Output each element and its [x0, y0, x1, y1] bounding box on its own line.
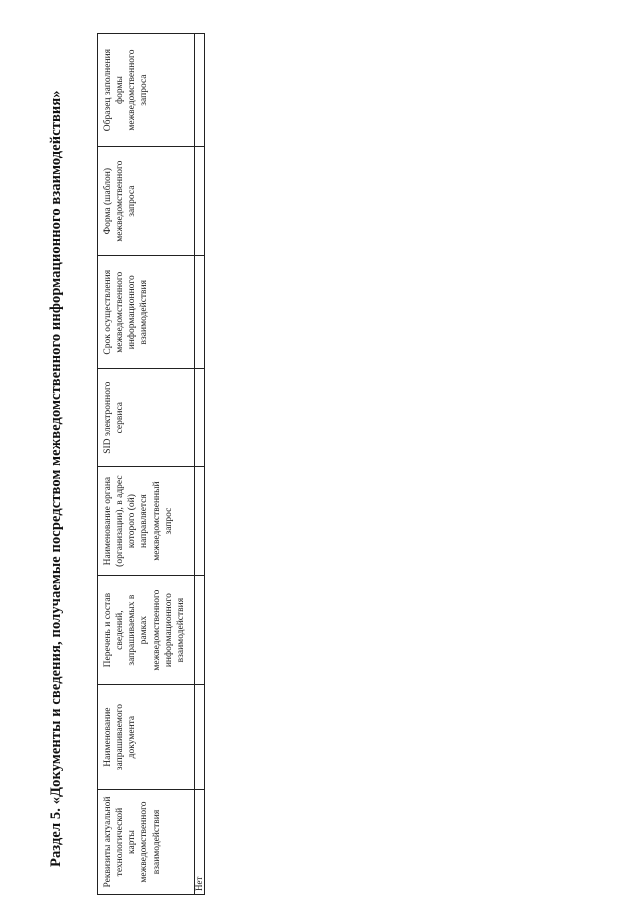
table-cell	[195, 685, 205, 790]
table-cell	[195, 369, 205, 467]
table-header-row	[98, 34, 195, 895]
column-header-service-sid: SID электронного сервиса	[98, 369, 195, 467]
table-cell	[195, 256, 205, 369]
table-cell	[195, 576, 205, 685]
column-header-card-details: Реквизиты актуальной технологической карты межведомственного взаимодействия	[98, 790, 195, 895]
column-header-request-form: Форма (шаблон) межведомственного запроса	[98, 147, 195, 256]
table-cell	[195, 467, 205, 576]
column-header-term: Срок осуществления межведомственного информационного взаимодействия	[98, 256, 195, 369]
column-header-form-sample: Образец заполнения формы межведомственного запроса	[98, 34, 195, 147]
column-header-requested-data: Перечень и состав сведений, запрашиваемых в рамках межведомственного информационного взаимодействия	[98, 576, 195, 685]
column-header-document-name: Наименование запрашиваемого документа	[98, 685, 195, 790]
table-cell: Нет	[195, 790, 205, 895]
section-title: Раздел 5. «Документы и сведения, получаемые посредством межведомственного информационного взаимодействия»	[48, 90, 64, 867]
table-row	[195, 34, 205, 895]
table-cell	[195, 34, 205, 147]
table-cell	[195, 147, 205, 256]
interagency-documents-table	[97, 33, 205, 895]
column-header-recipient-organization: Наименование органа (организации), в адрес которого (ой) направляется межведомственный запрос	[98, 467, 195, 576]
